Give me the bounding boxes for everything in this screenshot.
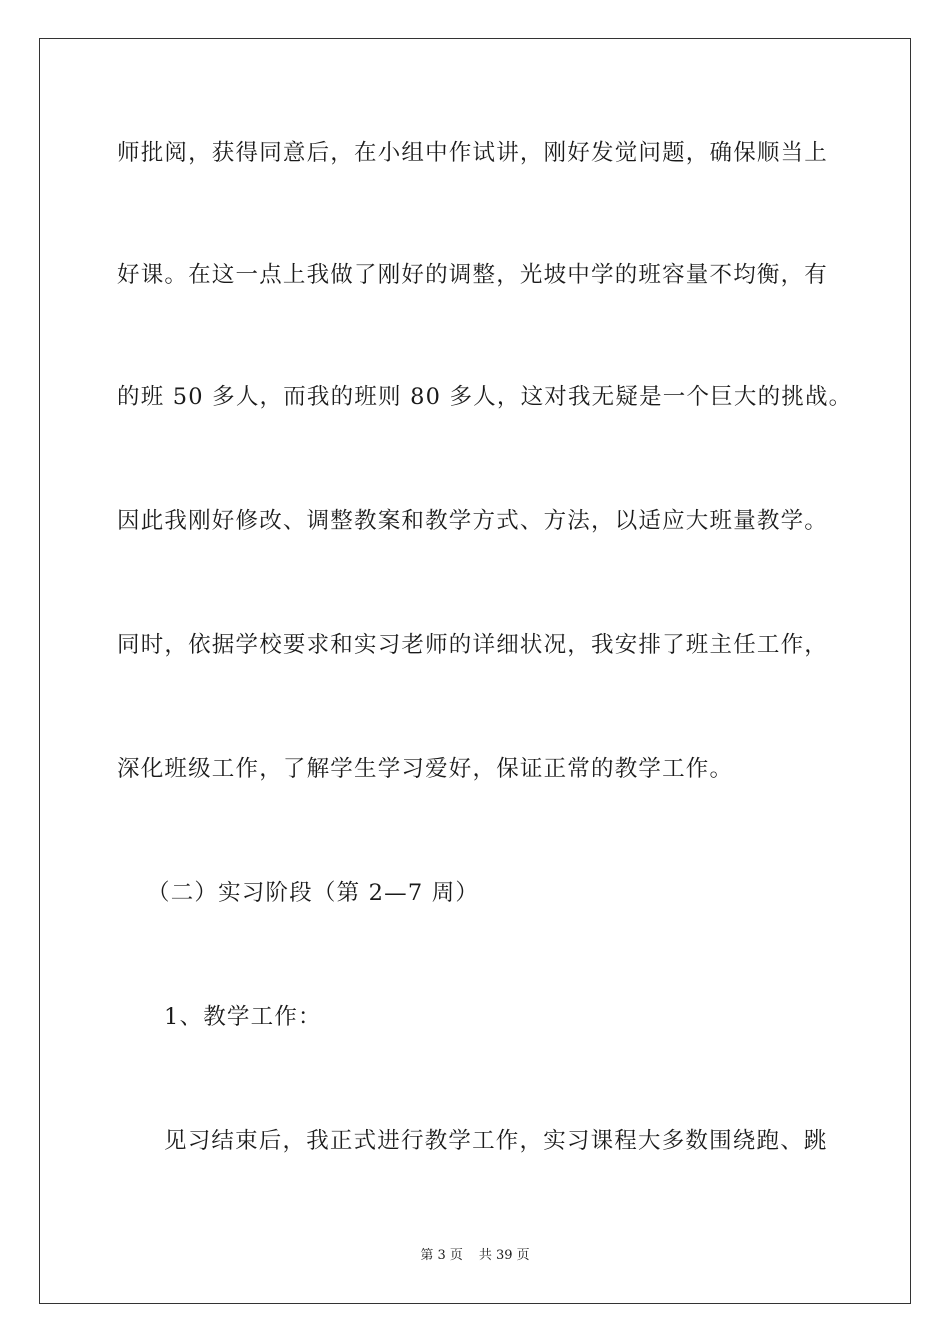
body-line-6: 深化班级工作，了解学生学习爱好，保证正常的教学工作。 [117, 756, 734, 782]
page-total: 共 39 页 [478, 1248, 530, 1263]
subsection-heading: 1、教学工作： [164, 1004, 322, 1030]
section-heading: （二）实习阶段（第 2—7 周） [147, 880, 480, 906]
page-number: 第 3 页 [420, 1248, 463, 1263]
body-line-3: 的班 50 多人，而我的班则 80 多人，这对我无疑是一个巨大的挑战。 [117, 384, 853, 410]
body-line-7: 见习结束后，我正式进行教学工作，实习课程大多数围绕跑、跳 [164, 1128, 828, 1154]
body-line-2: 好课。在这一点上我做了刚好的调整，光坡中学的班容量不均衡，有 [117, 262, 829, 288]
body-line-4: 因此我刚好修改、调整教案和教学方式、方法，以适应大班量教学。 [117, 508, 829, 534]
page-footer [0, 1247, 950, 1265]
page-border [39, 38, 911, 1304]
body-line-5: 同时，依据学校要求和实习老师的详细状况，我安排了班主任工作， [117, 632, 829, 658]
body-line-1: 师批阅，获得同意后，在小组中作试讲，刚好发觉问题，确保顺当上 [117, 140, 829, 166]
